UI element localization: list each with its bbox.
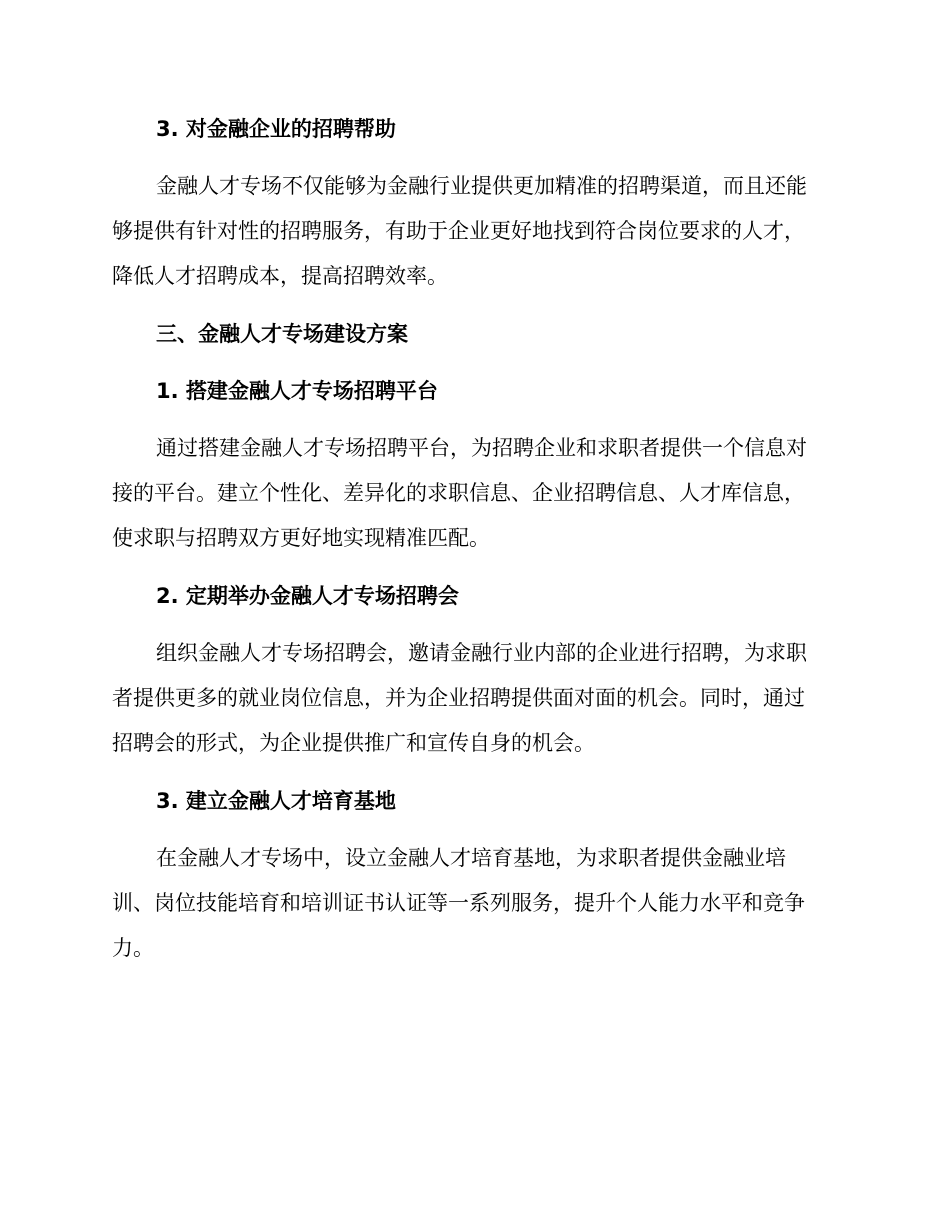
paragraph-line: 降低人才招聘成本，提高招聘效率。 xyxy=(112,264,448,288)
paragraph-line: 训、岗位技能培育和培训证书认证等一系列服务，提升个人能力水平和竞争 xyxy=(112,891,805,915)
paragraph-recruitment-help xyxy=(112,164,830,299)
paragraph-line: 招聘会的形式，为企业提供推广和宣传自身的机会。 xyxy=(112,731,595,755)
paragraph-line: 使求职与招聘双方更好地实现精准匹配。 xyxy=(112,526,490,550)
paragraph-build-platform xyxy=(112,426,830,561)
paragraph-line: 够提供有针对性的招聘服务，有助于企业更好地找到符合岗位要求的人才， xyxy=(112,219,805,243)
paragraph-line: 在金融人才专场中，设立金融人才培育基地，为求职者提供金融业培 xyxy=(156,846,786,870)
section-heading-job-fair: 2. 定期举办金融人才专场招聘会 xyxy=(156,584,459,608)
paragraph-line: 接的平台。建立个性化、差异化的求职信息、企业招聘信息、人才库信息， xyxy=(112,481,805,505)
paragraph-line: 通过搭建金融人才专场招聘平台，为招聘企业和求职者提供一个信息对 xyxy=(156,436,807,460)
paragraph-line: 力。 xyxy=(112,936,154,960)
paragraph-training-base xyxy=(112,836,830,971)
paragraph-line: 组织金融人才专场招聘会，邀请金融行业内部的企业进行招聘，为求职 xyxy=(156,641,807,665)
section-heading-recruitment-help: 3. 对金融企业的招聘帮助 xyxy=(156,117,396,141)
paragraph-line: 金融人才专场不仅能够为金融行业提供更加精准的招聘渠道，而且还能 xyxy=(156,174,807,198)
section-heading-training-base: 3. 建立金融人才培育基地 xyxy=(156,789,396,813)
paragraph-job-fair xyxy=(112,631,830,766)
section-heading-build-platform: 1. 搭建金融人才专场招聘平台 xyxy=(156,379,438,403)
paragraph-line: 者提供更多的就业岗位信息，并为企业招聘提供面对面的机会。同时，通过 xyxy=(112,686,805,710)
chapter-heading-construction-plan: 三、金融人才专场建设方案 xyxy=(156,322,408,346)
